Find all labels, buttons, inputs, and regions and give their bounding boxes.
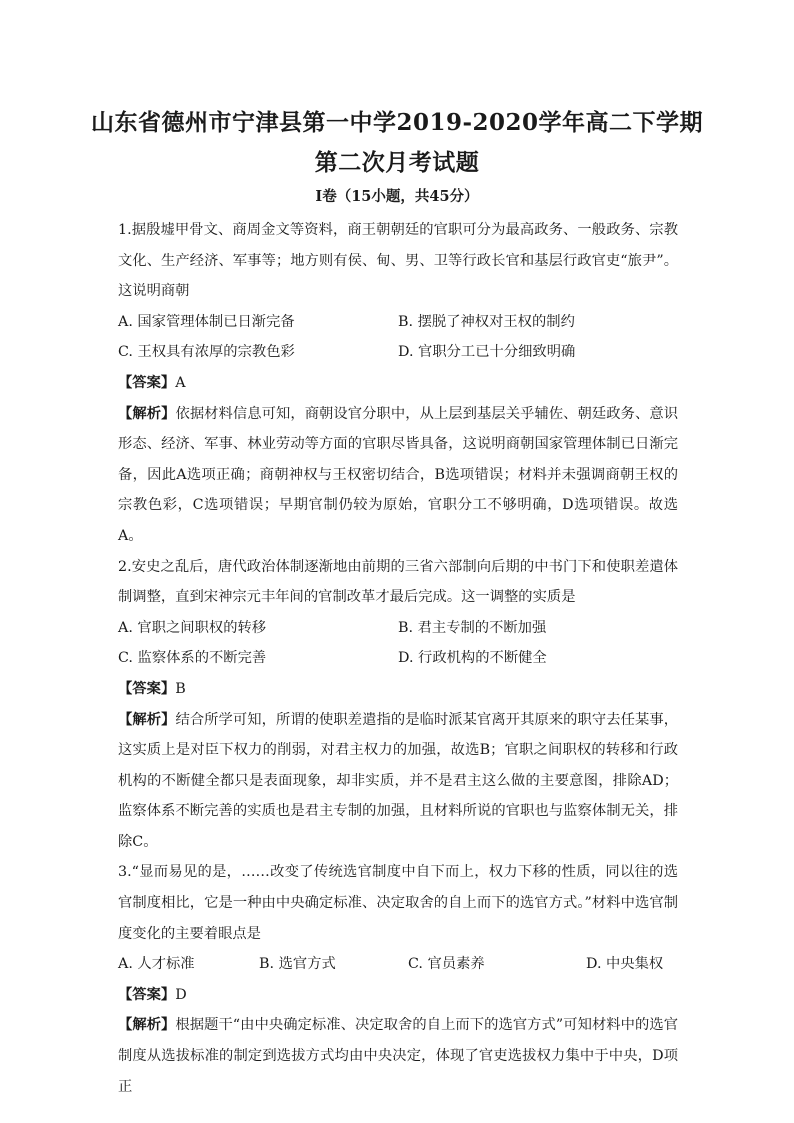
exam-title-line2: 第二次月考试题 <box>314 149 480 176</box>
section-heading: I卷（15小题，共45分） <box>315 188 479 205</box>
question-2-stem: 2.安史之乱后，唐代政治体制逐渐地由前期的三省六部制向后期的中书门下和使职差遣体制调整，直到宋神宗元丰年间的官制改革才最后完成。这一调整的实质是 <box>118 558 678 606</box>
answer-label: 【答案】 <box>118 374 176 391</box>
question-2-options-row2 <box>118 643 678 674</box>
question-2-analysis-text: 结合所学可知，所谓的使职差遣指的是临时派某官离开其原来的职守去任某事，这实质上是对臣下权力的削弱，对君主权力的加强，故选B；官职之间职权的转移和行政机构的不断健全都只是表面现象，却非实质，并不是君主这么做的主要意图，排除AD；监察体系不断完善的实质也是君主专制的加强，且材料所说的官职也与监察体制无关，排除C。 <box>118 711 679 850</box>
question-2-answer-value: B <box>175 680 186 697</box>
analysis-label: 【解析】 <box>118 711 176 728</box>
question-1-options-row1 <box>118 307 678 338</box>
question-3-options-row <box>118 949 678 980</box>
question-1-option-b: B. 摆脱了神权对王权的制约 <box>398 313 575 330</box>
question-1-answer <box>118 368 678 399</box>
question-3-analysis <box>118 1010 678 1102</box>
questions-content <box>118 215 678 1102</box>
question-1-analysis <box>118 399 678 552</box>
question-2-options-row1 <box>118 613 678 644</box>
question-1-option-d: D. 官职分工已十分细致明确 <box>398 344 576 361</box>
question-3-option-b: B. 选官方式 <box>259 956 336 973</box>
question-2-option-d: D. 行政机构的不断健全 <box>398 650 547 667</box>
question-1-answer-value: A <box>175 374 186 391</box>
exam-title-line1: 山东省德州市宁津县第一中学2019-2020学年高二下学期 <box>90 109 704 136</box>
question-3-answer <box>118 980 678 1011</box>
question-2-option-b: B. 君主专制的不断加强 <box>398 619 547 636</box>
question-3-analysis-text: 根据题干“由中央确定标准、决定取舍的自上而下的选官方式”可知材料中的选官制度从选拔标准的制定到选拔方式均由中央决定，体现了官吏选拔权力集中于中央，D项正 <box>118 1017 678 1095</box>
question-1-option-c: C. 王权具有浓厚的宗教色彩 <box>118 344 295 361</box>
question-3-stem: 3.“显而易见的是，……改变了传统选官制度中自下而上，权力下移的性质，同以往的选官制度相比，它是一种由中央确定标准、决定取舍的自上而下的选官方式。”材料中选官制度变化的主要着眼点是 <box>118 864 678 942</box>
question-2-analysis <box>118 705 678 858</box>
question-3-option-c: C. 官员素养 <box>408 956 485 973</box>
question-2-option-a: A. 官职之间职权的转移 <box>118 619 267 636</box>
question-1-analysis-text: 依据材料信息可知，商朝设官分职中，从上层到基层关乎辅佐、朝廷政务、意识形态、经济、军事、林业劳动等方面的官职尽皆具备，这说明商朝国家管理体制已日渐完备，因此A选项正确；商朝神权与王权密切结合，B选项错误；材料并未强调商朝王权的宗教色彩，C选项错误；早期官制仍较为原始，官职分工不够明确，D选项错误。故选A。 <box>118 405 679 544</box>
question-1-stem: 1.据殷墟甲骨文、商周金文等资料，商王朝朝廷的官职可分为最高政务、一般政务、宗教文化、生产经济、军事等；地方则有侯、甸、男、卫等行政长官和基层行政官吏“旅尹”。这说明商朝 <box>118 222 678 300</box>
question-3-answer-value: D <box>175 986 187 1003</box>
analysis-label: 【解析】 <box>118 1017 176 1034</box>
analysis-label: 【解析】 <box>118 405 176 422</box>
question-1-options-row2 <box>118 337 678 368</box>
question-2-option-c: C. 监察体系的不断完善 <box>118 650 267 667</box>
question-3-option-d: D. 中央集权 <box>586 956 664 973</box>
question-2-answer <box>118 674 678 705</box>
answer-label: 【答案】 <box>118 986 176 1003</box>
question-3-option-a: A. 人才标准 <box>118 956 195 973</box>
question-1-option-a: A. 国家管理体制已日渐完备 <box>118 313 295 330</box>
answer-label: 【答案】 <box>118 680 176 697</box>
